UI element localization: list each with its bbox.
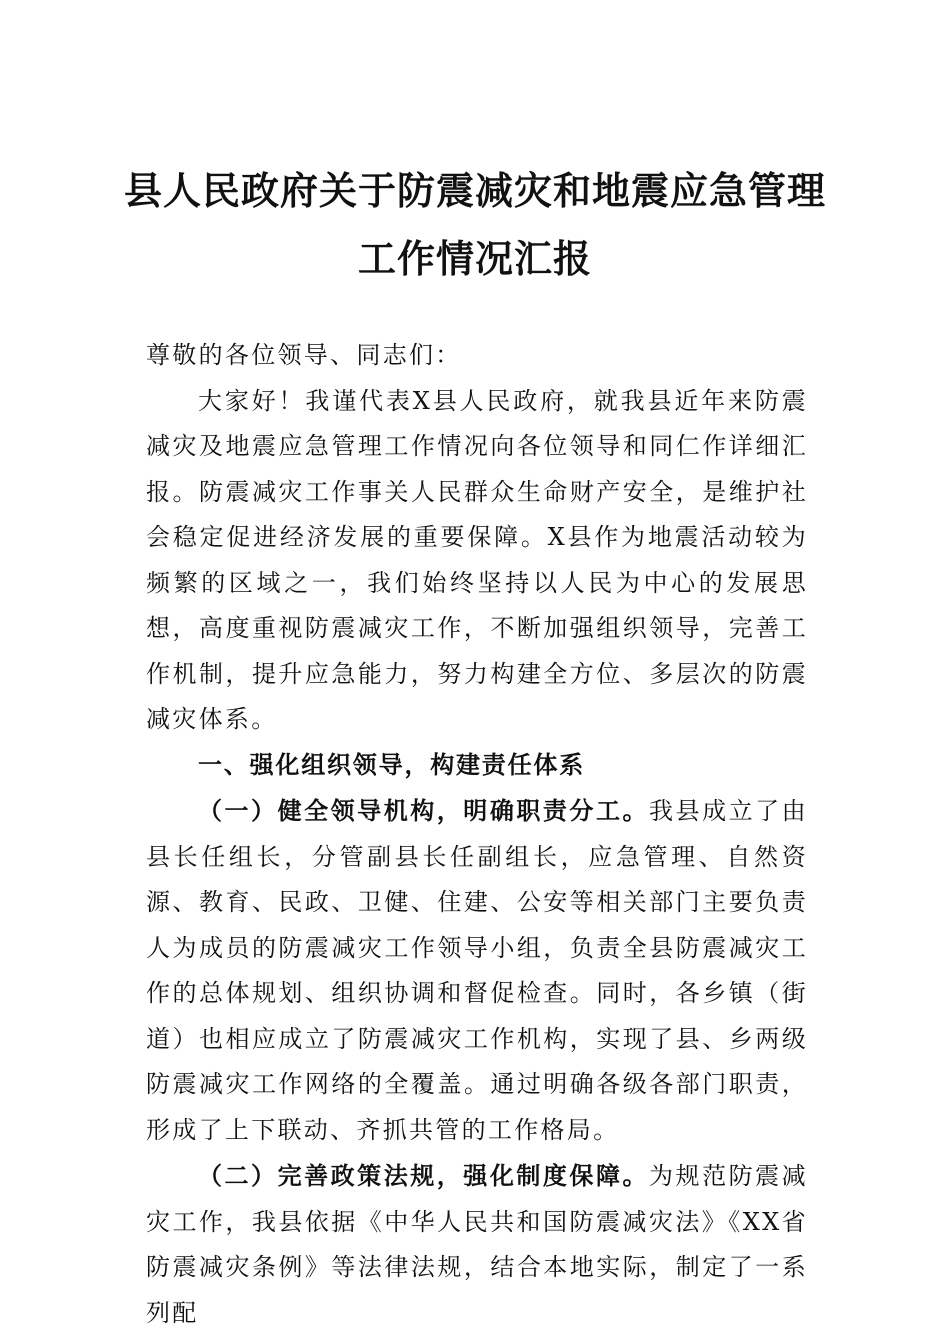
subsection-1-body: 我县成立了由县长任组长，分管副县长任副组长，应急管理、自然资源、教育、民政、卫健、住建、公安等相关部门主要负责人为成员的防震减灾工作领导小组，负责全县防震减灾工作的总体规划、组织协调和督促检查。同时，各乡镇（街道）也相应成立了防震减灾工作机构，实现了县、乡两级防震减灾工作网络的全覆盖。通过明确各级各部门职责，形成了上下联动、齐抓共管的工作格局。 [146,797,808,1144]
intro-paragraph: 大家好！我谨代表X县人民政府，就我县近年来防震减灾及地震应急管理工作情况向各位领导和同仁作详细汇报。防震减灾工作事关人民群众生命财产安全，是维护社会稳定促进经济发展的重要保障。X县作为地震活动较为频繁的区域之一，我们始终坚持以人民为中心的发展思想，高度重视防震减灾工作，不断加强组织领导，完善工作机制，提升应急能力，努力构建全方位、多层次的防震减灾体系。 [146,386,808,733]
subsection-1-paragraph [146,788,808,1153]
salutation: 尊敬的各位领导、同志们： [146,341,462,369]
document-title-line-1: 县人民政府关于防震减灾和地震应急管理 [123,169,826,213]
document-body [146,333,808,1336]
subsection-2-lead: （二）完善政策法规，强化制度保障。 [198,1161,650,1190]
section-1-heading: 一、强化组织领导，构建责任体系 [198,750,585,779]
document-title-line-2: 工作情况汇报 [357,237,592,281]
subsection-2-body: 为规范防震减灾工作，我县依据《中华人民共和国防震减灾法》《XX省防震减灾条例》等法律法规，结合本地实际，制定了一系列配 [146,1162,808,1327]
subsection-2-paragraph [146,1153,808,1336]
subsection-1-lead: （一）健全领导机构，明确职责分工。 [198,796,650,825]
